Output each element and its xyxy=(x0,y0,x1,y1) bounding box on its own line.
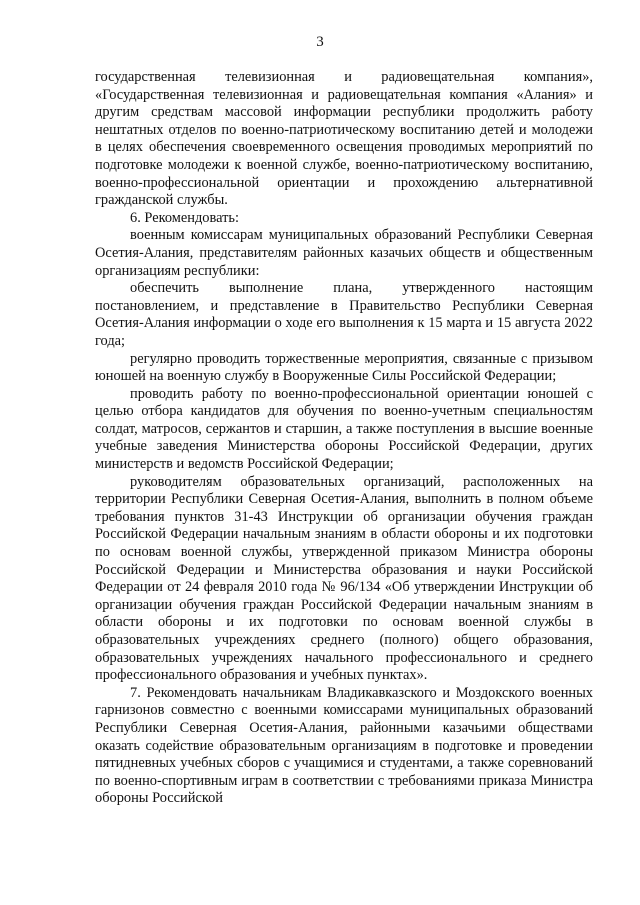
document-body xyxy=(95,69,593,808)
paragraph-ensure-plan: обеспечить выполнение плана, утвержденного настоящим постановлением, и представление в Правительство Республики Северная Осетия-Алания информации о ходе его выполнения к 15 марта и 15 августа 2022 года; xyxy=(95,280,593,349)
paragraph-education-heads: руководителям образовательных организаций, расположенных на территории Республики Северная Осетия-Алания, выполнить в полном объеме требования пунктов 31-43 Инструкции об организации обучения граждан Российской Федерации начальным знаниям в области обороны и их подготовки по основам военной службы, утвержденной приказом Министра обороны Российской Федерации и Министерства образования и науки Российской Федерации от 24 февраля 2010 года № 96/134 «Об утверждении Инструкции об организации обучения граждан Российской Федерации начальным знаниям в области обороны и их подготовки по основам военной службы в образовательных учреждениях среднего (полного) общего образования, образовательных учреждениях начального профессионального и среднего профессионального образования и учебных пунктах». xyxy=(95,473,593,684)
page-number: 3 xyxy=(316,34,324,50)
paragraph-military-commissars: военным комиссарам муниципальных образований Республики Северная Осетия-Алания, представителям районных казачьих обществ и общественным организациям республики: xyxy=(95,227,593,279)
paragraph-media-companies: государственная телевизионная и радиовещательная компания», «Государственная телевизионная и радиовещательная компания «Алания» и другим средствам массовой информации республики продолжить работу нештатных отделов по военно-патриотическому воспитанию детей и молодежи в целях обеспечения своевременного освещения проводимых мероприятий по подготовке молодежи к военной службе, военно-патриотическому воспитанию, военно-профессиональной ориентации и прохождению альтернативной гражданской службы. xyxy=(95,69,593,209)
paragraph-item-7: 7. Рекомендовать начальникам Владикавказского и Моздокского военных гарнизонов совместно с военными комиссарами муниципальных образований Республики Северная Осетия-Алания, районными казачьими обществами оказать содействие образовательным организациям в подготовке и проведении пятидневных учебных сборов с учащимися и студентами, а также соревнований по военно-спортивным играм в соответствии с требованиями приказа Министра обороны Российской xyxy=(95,684,593,807)
paragraph-ceremonial-events: регулярно проводить торжественные мероприятия, связанные с призывом юношей на военную службу в Вооруженные Силы Российской Федерации; xyxy=(95,350,593,385)
paragraph-career-guidance: проводить работу по военно-профессиональной ориентации юношей с целью отбора кандидатов для обучения по военно-учетным специальностям солдат, матросов, сержантов и старшин, а также поступления в высшие военные учебные заведения Министерства обороны Российской Федерации, других министерств и ведомств Российской Федерации; xyxy=(95,385,593,473)
paragraph-item-6-heading: 6. Рекомендовать: xyxy=(130,209,239,226)
